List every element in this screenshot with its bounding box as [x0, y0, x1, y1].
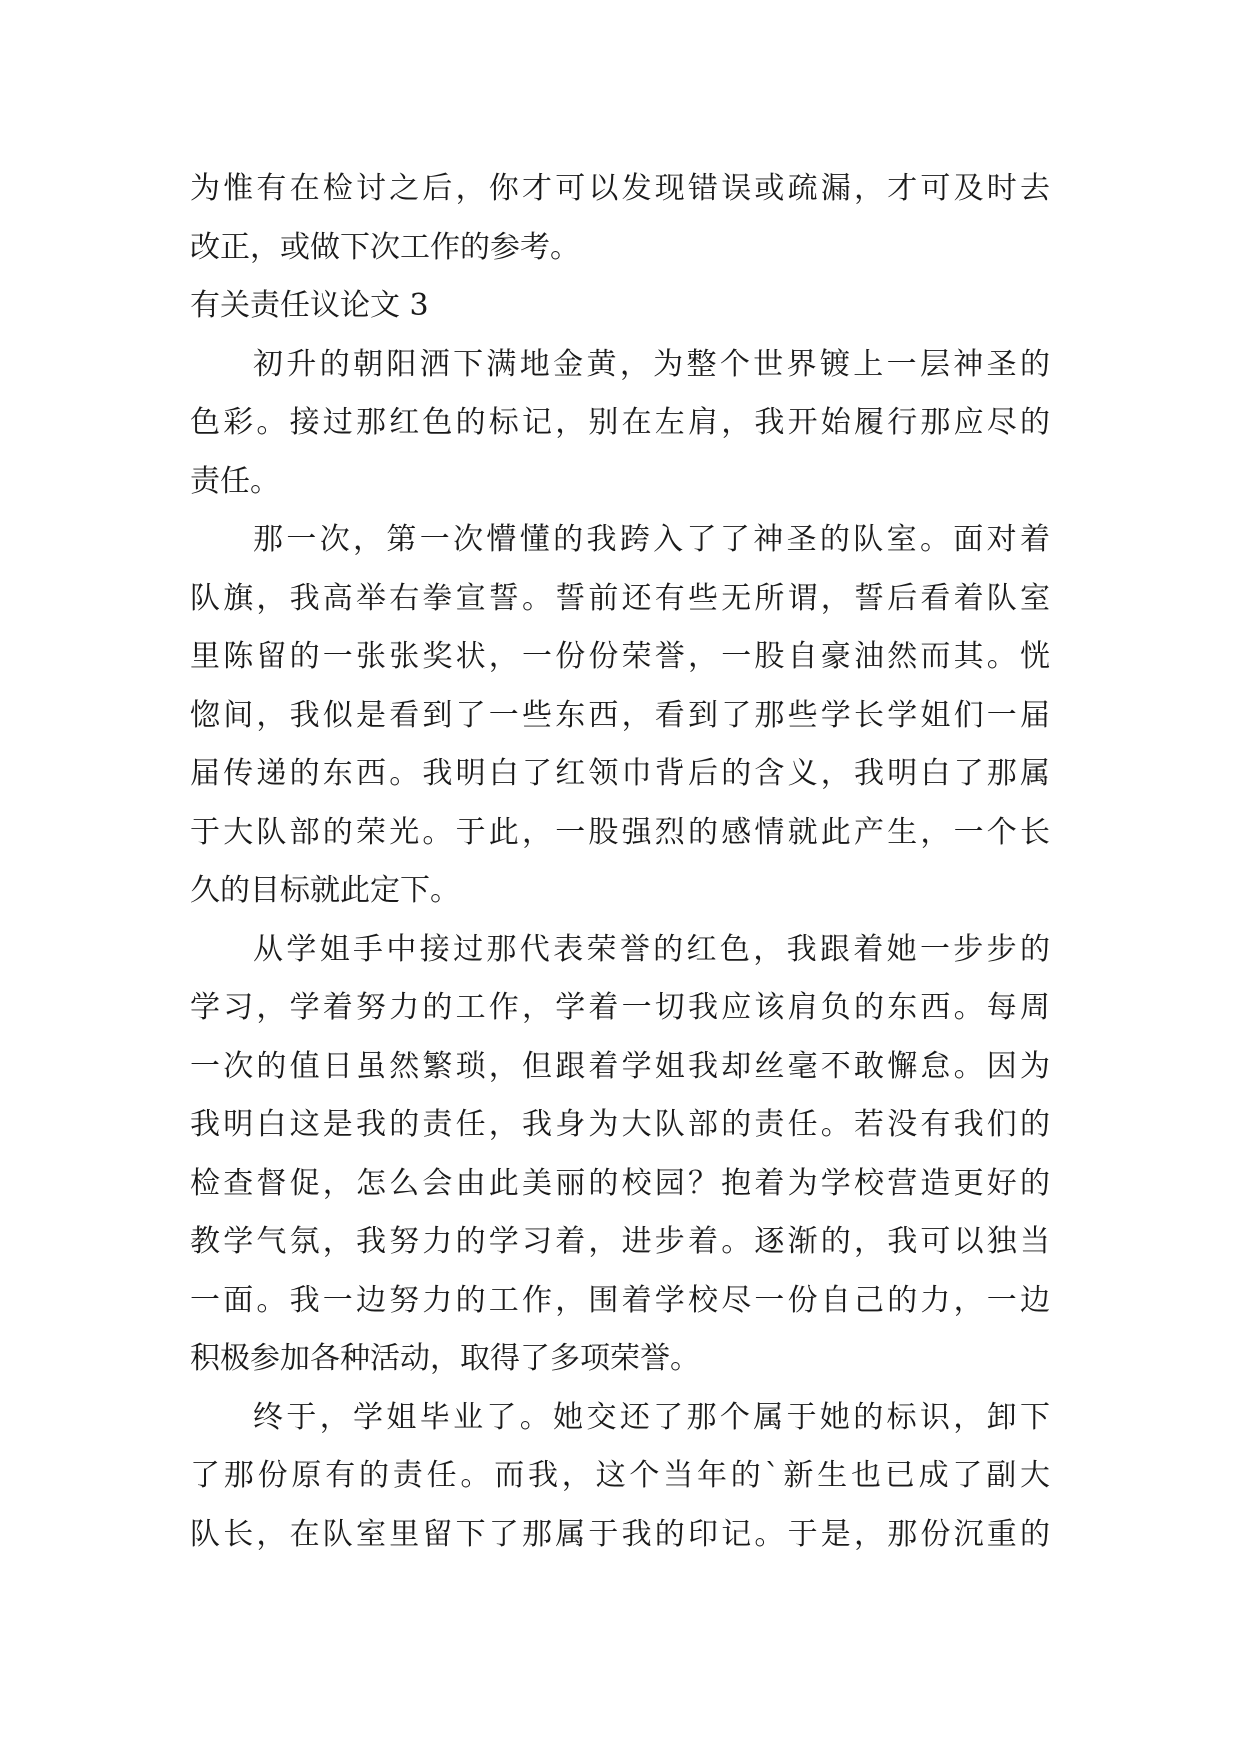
- text-line: 那一次，第一次懵懂的我跨入了了神圣的队室。面对着: [253, 522, 1050, 557]
- text-line: 了那份原有的责任。而我，这个当年的`新生也已成了副大: [190, 1458, 1050, 1493]
- document-body: [190, 160, 1050, 1564]
- text-line: 里陈留的一张张奖状，一份份荣誉，一股自豪油然而其。恍: [190, 639, 1050, 674]
- text-line: 从学姐手中接过那代表荣誉的红色，我跟着她一步步的: [253, 931, 1050, 967]
- text-line: 我明白这是我的责任，我身为大队部的责任。若没有我们的: [190, 1107, 1050, 1142]
- text-line: 终于，学姐毕业了。她交还了那个属于她的标识，卸下: [253, 1399, 1050, 1435]
- text-line: 届传递的东西。我明白了红领巾背后的含义，我明白了那属: [190, 756, 1050, 791]
- text-line: 队旗，我高举右拳宣誓。誓前还有些无所谓，誓后看着队室: [190, 580, 1050, 616]
- text-line: 检查督促，怎么会由此美丽的校园？抱着为学校营造更好的: [190, 1165, 1050, 1201]
- text-line: 一次的值日虽然繁琐，但跟着学姐我却丝毫不敢懈怠。因为: [190, 1048, 1050, 1084]
- text-line: 一面。我一边努力的工作，围着学校尽一份自己的力，一边: [190, 1282, 1050, 1318]
- text-line: 队长，在队室里留下了那属于我的印记。于是，那份沉重的: [190, 1516, 1050, 1552]
- text-line: 色彩。接过那红色的标记，别在左肩，我开始履行那应尽的: [190, 405, 1050, 440]
- text-line: 于大队部的荣光。于此，一股强烈的感情就此产生，一个长: [190, 814, 1050, 850]
- section-heading: 有关责任议论文 3: [190, 288, 429, 323]
- text-line: 为惟有在检讨之后，你才可以发现错误或疏漏，才可及时去: [190, 171, 1050, 206]
- text-line: 改正，或做下次工作的参考。: [190, 229, 580, 265]
- text-line: 惚间，我似是看到了一些东西，看到了那些学长学姐们一届: [190, 697, 1050, 733]
- text-line: 积极参加各种活动，取得了多项荣誉。: [190, 1341, 700, 1376]
- text-line: 初升的朝阳洒下满地金黄，为整个世界镀上一层神圣的: [253, 346, 1050, 382]
- text-line: 责任。: [190, 463, 280, 499]
- text-line: 学习，学着努力的工作，学着一切我应该肩负的东西。每周: [190, 990, 1050, 1025]
- text-line: 久的目标就此定下。: [190, 873, 460, 908]
- text-line: 教学气氛，我努力的学习着，进步着。逐渐的，我可以独当: [190, 1224, 1050, 1259]
